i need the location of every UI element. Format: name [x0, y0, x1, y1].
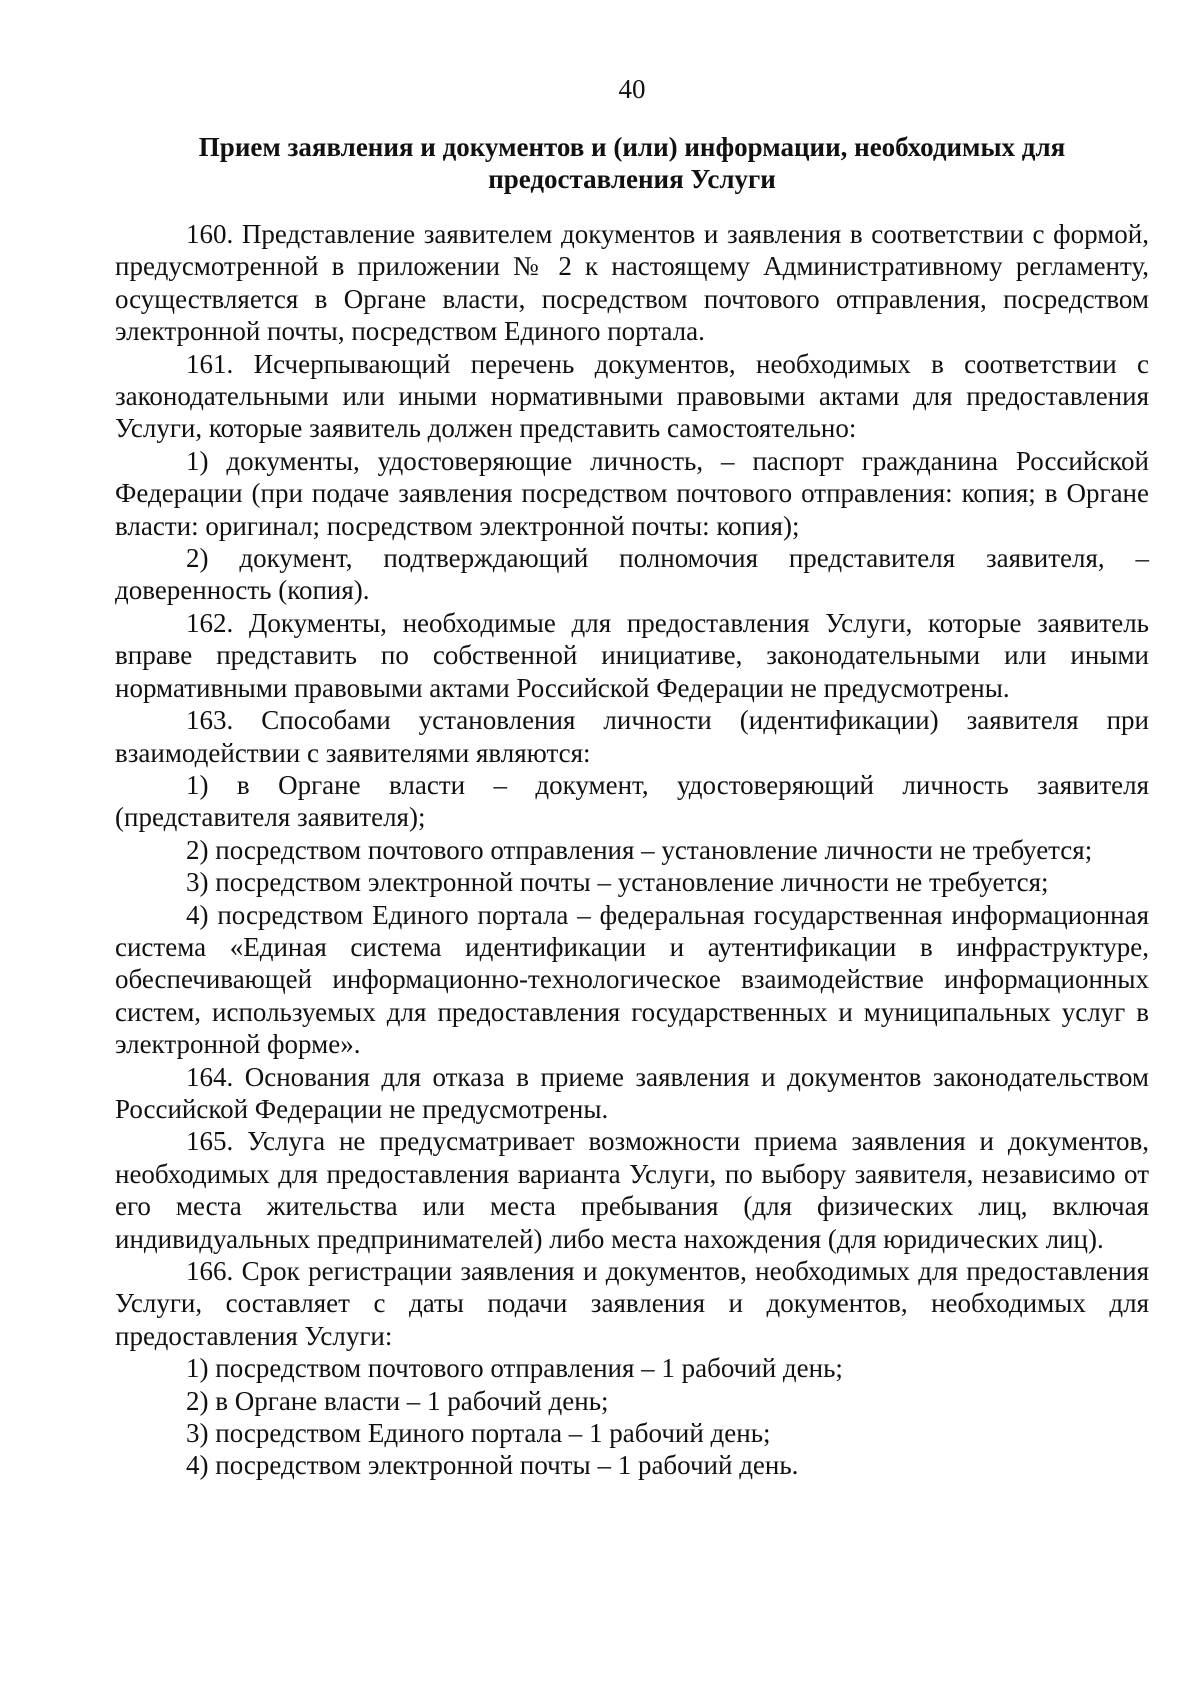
paragraph-166: 166. Срок регистрации заявления и документов, необходимых для предоставления Услуги, составляет с даты подачи заявления и документов, необходимых для предоставления Услуги:	[115, 1256, 1149, 1351]
paragraph-163-item-3: 3) посредством электронной почты – установление личности не требуется;	[186, 867, 1049, 898]
paragraph-163: 163. Способами установления личности (идентификации) заявителя при взаимодействии с заявителями являются:	[115, 705, 1149, 768]
page-number: 40	[618, 74, 646, 104]
document-body	[115, 218, 1149, 1482]
paragraph-166-item-1: 1) посредством почтового отправления – 1 рабочий день;	[186, 1353, 843, 1384]
paragraph-161-item-2: 2) документ, подтверждающий полномочия представителя заявителя, – доверенность (копия).	[115, 543, 1149, 606]
section-heading	[115, 131, 1149, 195]
paragraph-165: 165. Услуга не предусматривает возможности приема заявления и документов, необходимых для предоставления варианта Услуги, по выбору заявителя, независимо от его места жительства или места пребывания (для физических лиц, включая индивидуальных предпринимателей) либо места нахождения (для юридических лиц).	[115, 1126, 1149, 1254]
paragraph-163-item-1: 1) в Органе власти – документ, удостоверяющий личность заявителя (представителя заявителя);	[115, 769, 1149, 833]
paragraph-164: 164. Основания для отказа в приеме заявления и документов законодательством Российской Федерации не предусмотрены.	[115, 1061, 1149, 1124]
paragraph-160: 160. Представление заявителем документов и заявления в соответствии с формой, предусмотренной в приложении № 2 к настоящему Административному регламенту, осуществляется в Органе власти, посредством почтового отправления, посредством электронной почты, посредством Единого портала.	[115, 219, 1149, 347]
heading-line: предоставления Услуги	[488, 164, 776, 194]
paragraph-161-item-1: 1) документы, удостоверяющие личность, – паспорт гражданина Российской Федерации (при подаче заявления посредством почтового отправления: копия; в Органе власти: оригинал; посредством электронной почты: копия);	[115, 445, 1149, 541]
paragraph-163-item-2: 2) посредством почтового отправления – установление личности не требуется;	[186, 834, 1093, 865]
paragraph-161: 161. Исчерпывающий перечень документов, необходимых в соответствии с законодательными или иными нормативными правовыми актами для предоставления Услуги, которые заявитель должен представить самостоятельно:	[115, 348, 1149, 444]
paragraph-166-item-4: 4) посредством электронной почты – 1 рабочий день.	[186, 1450, 799, 1481]
paragraph-163-item-4: 4) посредством Единого портала – федеральная государственная информационная система «Единая система идентификации и аутентификации в инфраструктуре, обеспечивающей информационно-технологическое взаимодействие информационных систем, используемых для предоставления государственных и муниципальных услуг в электронной форме».	[115, 899, 1149, 1060]
paragraph-162: 162. Документы, необходимые для предоставления Услуги, которые заявитель вправе представить по собственной инициативе, законодательными или иными нормативными правовыми актами Российской Федерации не предусмотрены.	[115, 607, 1149, 703]
paragraph-166-item-3: 3) посредством Единого портала – 1 рабочий день;	[186, 1418, 771, 1449]
paragraph-166-item-2: 2) в Органе власти – 1 рабочий день;	[186, 1385, 609, 1416]
heading-line: Прием заявления и документов и (или) информации, необходимых для	[198, 132, 1066, 162]
